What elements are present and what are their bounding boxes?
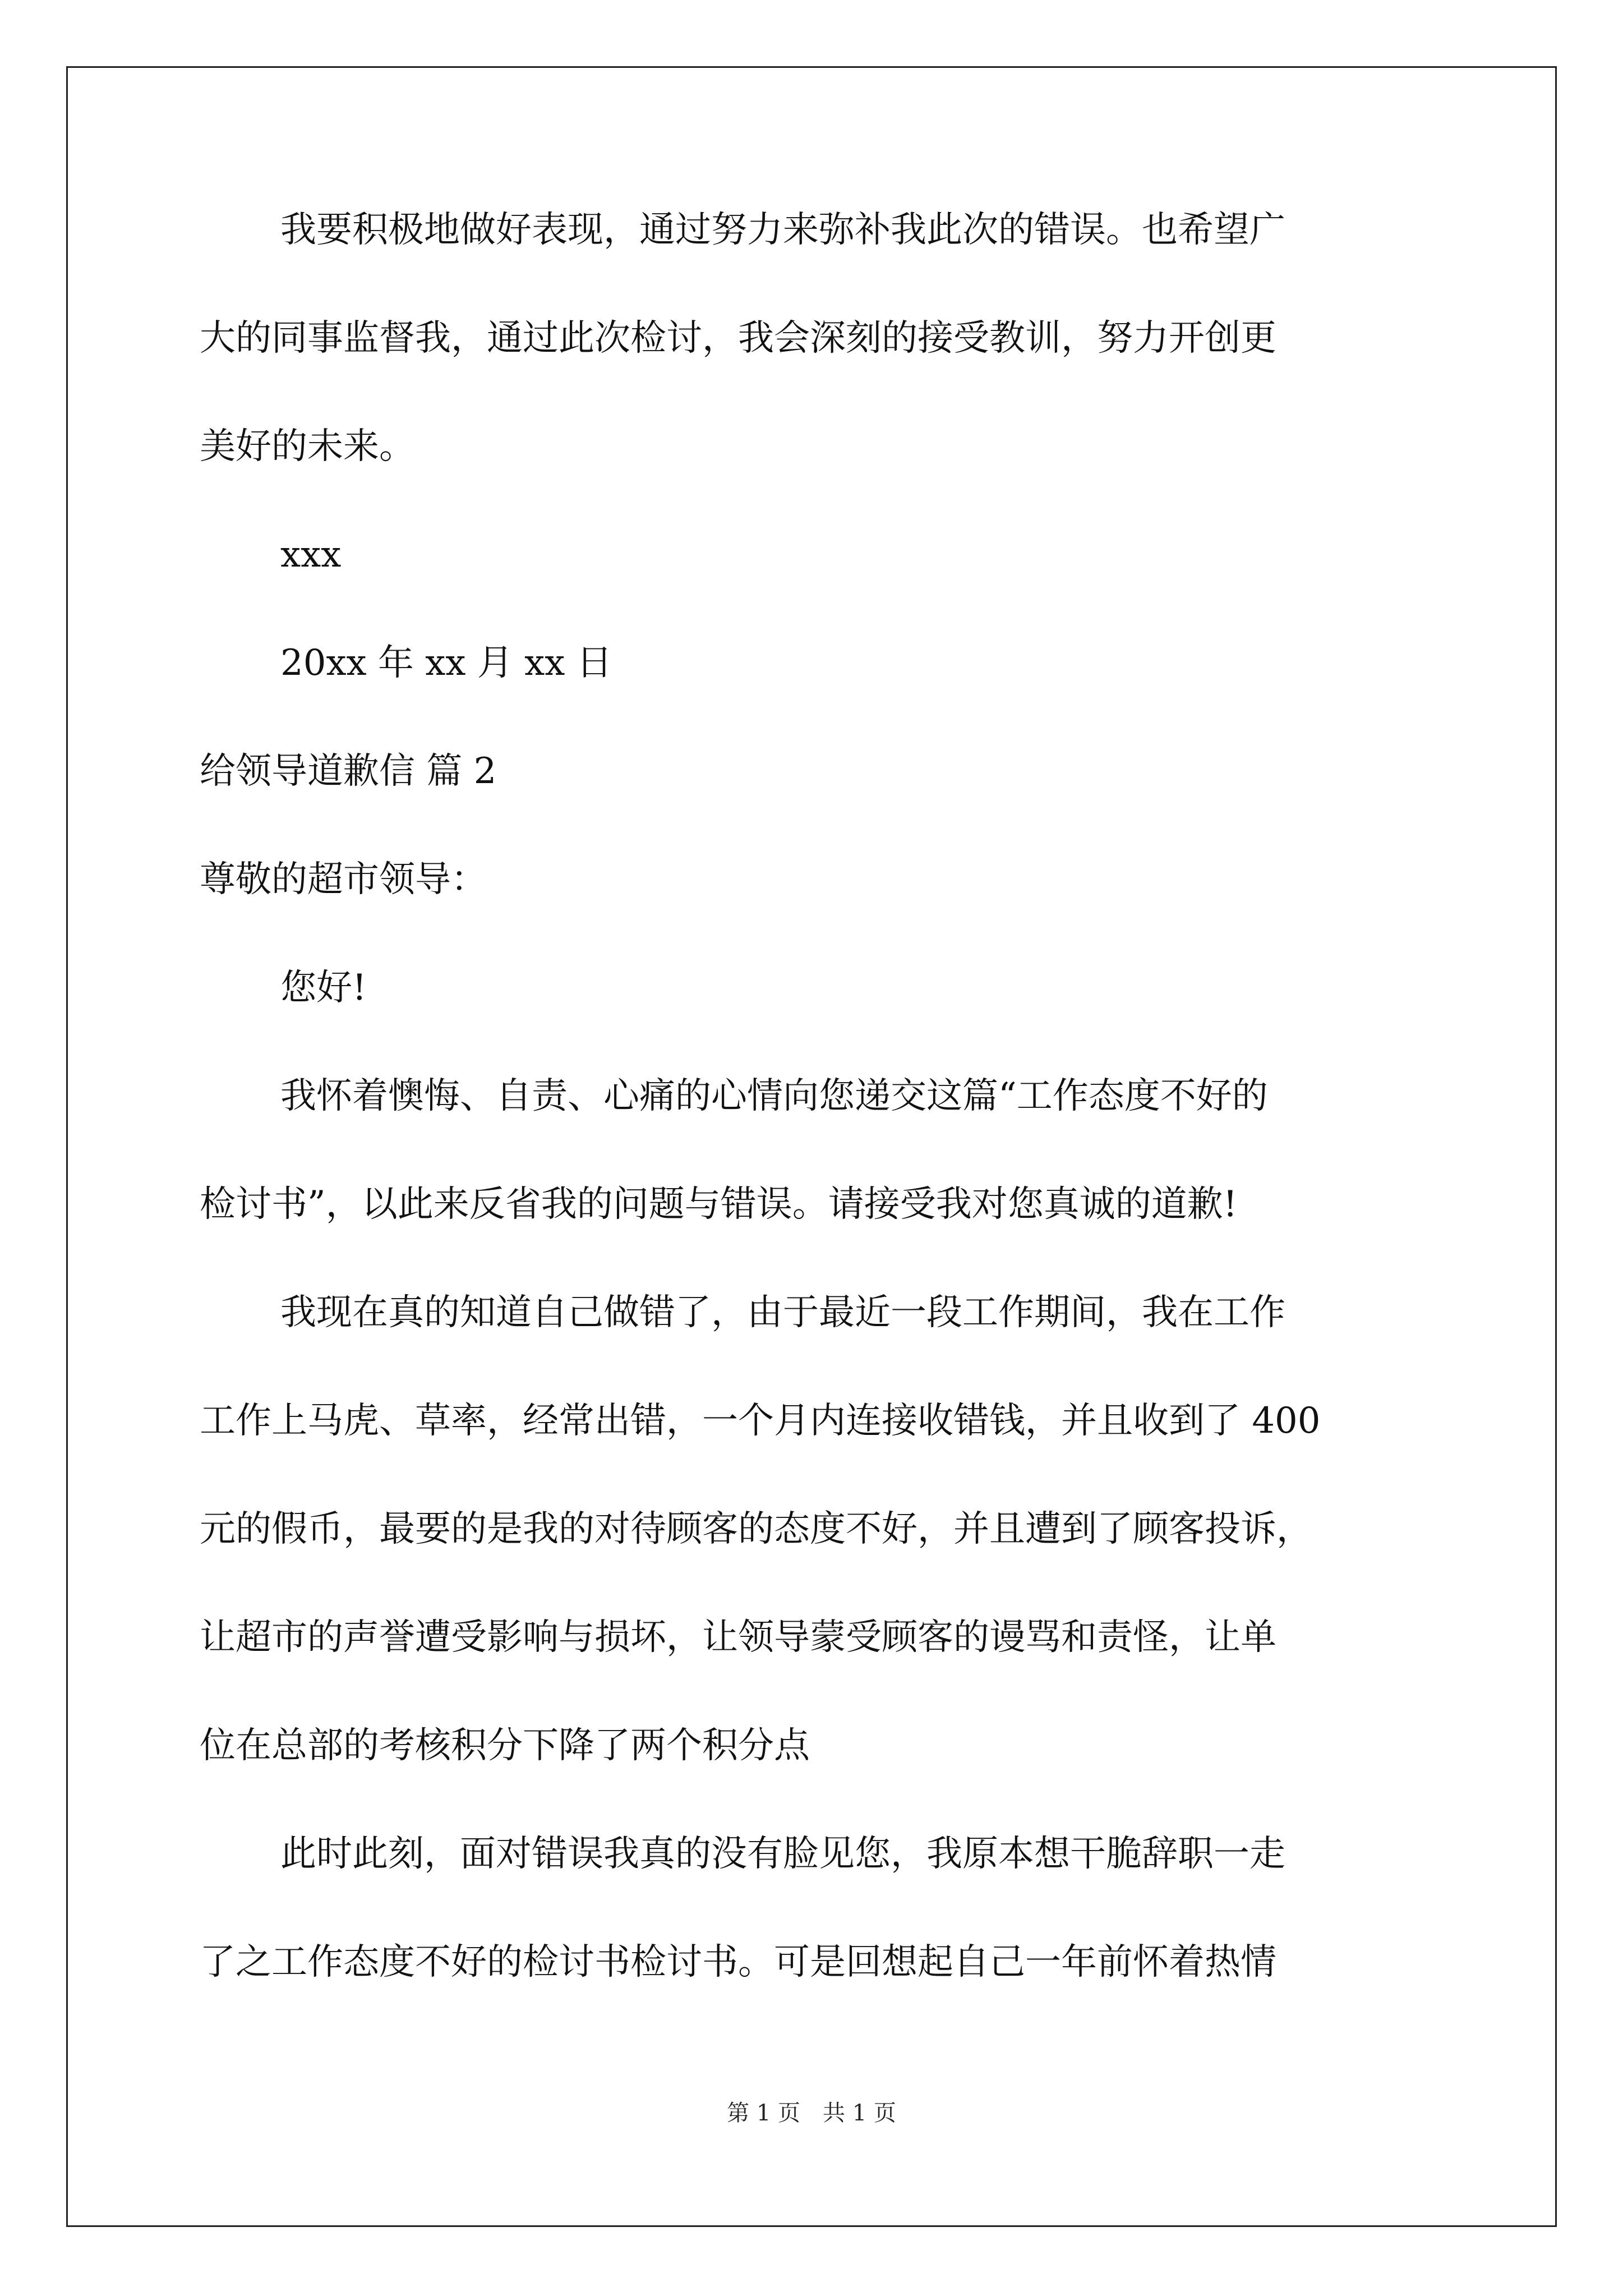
paragraph-line: 检讨书”，以此来反省我的问题与错误。请接受我对您真诚的道歉! (200, 1184, 1238, 1225)
paragraph-line: 我怀着懊悔、自责、心痛的心情向您递交这篇“工作态度不好的 (280, 1075, 1268, 1117)
paragraph-line: 我现在真的知道自己做错了，由于最近一段工作期间，我在工作 (280, 1292, 1285, 1333)
section-title: 给领导道歉信 篇 2 (200, 751, 497, 792)
greeting: 您好! (280, 967, 367, 1009)
date-line: 20xx 年 xx 月 xx 日 (280, 642, 612, 684)
page-total: 共 1 页 (823, 2100, 896, 2126)
paragraph-line: 美好的未来。 (200, 426, 415, 467)
paragraph-line: 我要积极地做好表现，通过努力来弥补我此次的错误。也希望广 (280, 209, 1285, 251)
paragraph-line: 让超市的声誉遭受影响与损坏，让领导蒙受顾客的谩骂和责怪，让单 (200, 1617, 1276, 1658)
paragraph-line: 元的假币，最要的是我的对待顾客的态度不好，并且遭到了顾客投诉， (200, 1508, 1312, 1550)
page-footer (0, 2099, 1623, 2127)
paragraph-line: 工作上马虎、草率，经常出错，一个月内连接收错钱，并且收到了 400 (200, 1400, 1321, 1442)
page-number: 第 1 页 (727, 2100, 800, 2126)
signature: xxx (280, 534, 342, 576)
paragraph-line: 了之工作态度不好的检讨书检讨书。可是回想起自己一年前怀着热情 (200, 1941, 1276, 1983)
paragraph-line: 此时此刻，面对错误我真的没有脸见您，我原本想干脆辞职一走 (280, 1833, 1285, 1875)
paragraph-line: 大的同事监督我，通过此次检讨，我会深刻的接受教训，努力开创更 (200, 318, 1276, 359)
salutation: 尊敬的超市领导： (200, 859, 487, 900)
paragraph-line: 位在总部的考核积分下降了两个积分点 (200, 1725, 810, 1766)
page-border (66, 66, 1557, 2227)
